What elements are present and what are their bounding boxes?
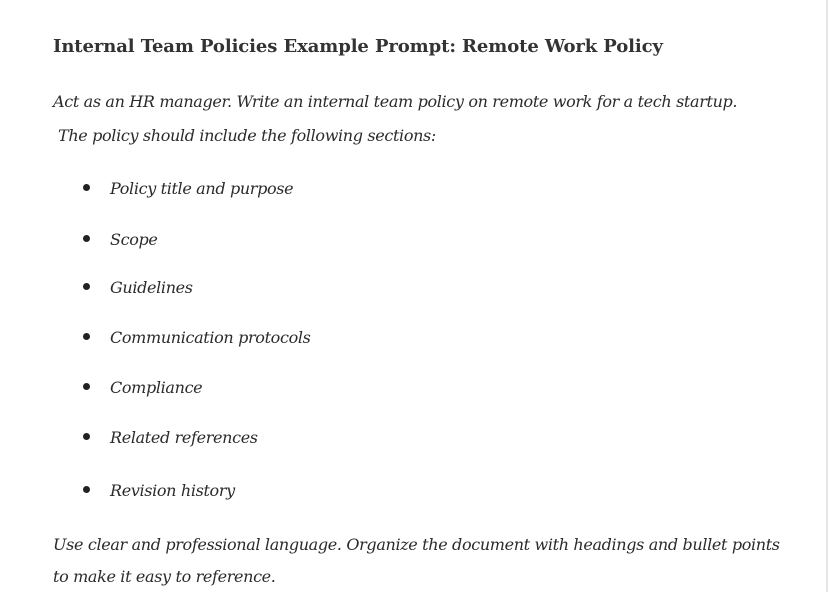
bullet-icon <box>83 433 90 440</box>
bullet-icon <box>83 383 90 390</box>
list-item-label: Policy title and purpose <box>110 179 294 198</box>
list-item-label: Related references <box>110 428 258 447</box>
list-item <box>83 378 202 397</box>
list-item <box>83 179 293 198</box>
bullet-icon <box>83 184 90 191</box>
intro-paragraph-line-1: Act as an HR manager. Write an internal team policy on remote work for a tech startup. <box>53 92 738 111</box>
closing-paragraph-line-2: to make it easy to reference. <box>53 567 276 586</box>
bullet-icon <box>83 235 90 242</box>
intro-paragraph-line-2: The policy should include the following sections: <box>58 126 436 145</box>
page-title: Internal Team Policies Example Prompt: Remote Work Policy <box>53 36 663 57</box>
list-item-label: Revision history <box>110 481 235 500</box>
bullet-icon <box>83 486 90 493</box>
closing-paragraph-line-1: Use clear and professional language. Organize the document with headings and bullet points <box>53 535 780 554</box>
list-item-label: Guidelines <box>110 278 193 297</box>
list-item-label: Communication protocols <box>110 328 311 347</box>
list-item-label: Scope <box>110 230 158 249</box>
list-item-label: Compliance <box>110 378 203 397</box>
list-item <box>83 428 258 447</box>
list-item <box>83 278 193 297</box>
list-item <box>83 481 235 500</box>
bullet-icon <box>83 283 90 290</box>
bullet-icon <box>83 333 90 340</box>
list-item <box>83 328 310 347</box>
list-item <box>83 230 158 249</box>
